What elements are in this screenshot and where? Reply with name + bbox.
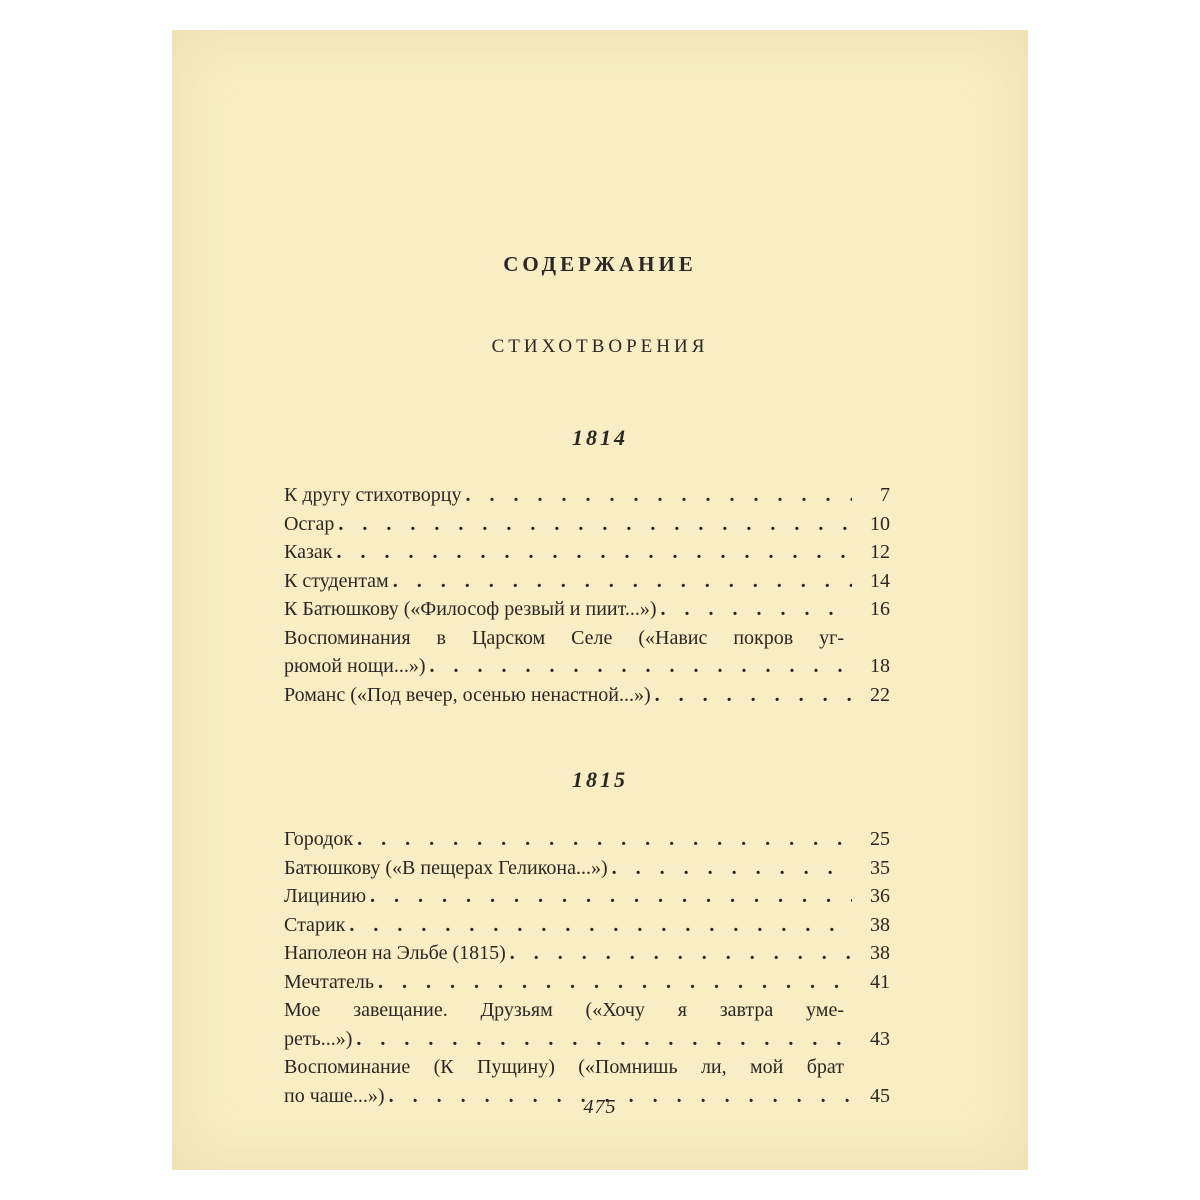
dot-leader bbox=[356, 1025, 852, 1054]
toc-entry-title-line1: Мое завещание. Друзьям («Хочу я завтра уме- bbox=[284, 999, 844, 1021]
contents-heading: СОДЕРЖАНИЕ bbox=[503, 252, 697, 276]
toc-entry-title-line1: Воспоминание (К Пущину) («Помнишь ли, мой брат bbox=[284, 1056, 844, 1078]
toc-entry-title: Лицинию bbox=[284, 885, 367, 907]
toc-entry-page: 41 bbox=[870, 970, 890, 993]
year-heading-1814: 1814 bbox=[572, 425, 628, 450]
toc-entry-page: 43 bbox=[870, 1027, 890, 1050]
toc-entry-title: К Батюшкову («Философ резвый и пиит...») bbox=[284, 598, 657, 620]
toc-entry-title: Батюшкову («В пещерах Геликона...») bbox=[284, 856, 608, 879]
toc-entry-title-line1: Воспоминания в Царском Селе («Навис покров уг- bbox=[284, 626, 844, 649]
toc-entry-multiline bbox=[284, 996, 890, 1053]
toc-entry-title: Осгар bbox=[284, 512, 335, 535]
toc-entry-page: 25 bbox=[870, 828, 890, 850]
toc-entry bbox=[284, 567, 890, 596]
poems-subheading: СТИХОТВОРЕНИЯ bbox=[491, 336, 709, 357]
toc-entry-title: Городок bbox=[284, 828, 354, 850]
book-page bbox=[172, 30, 1028, 1170]
toc-entry-title: Старик bbox=[284, 913, 346, 936]
toc-entry-title-line2: реть...») bbox=[284, 1027, 353, 1050]
toc-entry bbox=[284, 538, 890, 567]
toc-entry bbox=[284, 882, 890, 911]
dot-leader bbox=[612, 854, 852, 883]
toc-entry-page: 12 bbox=[870, 541, 890, 563]
dot-leader bbox=[430, 652, 852, 681]
toc-entry bbox=[284, 681, 890, 710]
toc-entry bbox=[284, 481, 890, 510]
dot-leader bbox=[393, 567, 852, 596]
toc-entry bbox=[284, 968, 890, 997]
toc-entry-page: 38 bbox=[870, 942, 890, 964]
toc-entry-page: 45 bbox=[870, 1084, 890, 1107]
toc-entry bbox=[284, 854, 890, 883]
toc-entry-page: 38 bbox=[870, 913, 890, 936]
dot-leader bbox=[661, 595, 852, 624]
dot-leader bbox=[510, 939, 852, 968]
toc-section-1815 bbox=[284, 825, 890, 1110]
dot-leader bbox=[349, 911, 852, 940]
page-number: 475 bbox=[583, 1096, 617, 1118]
dot-leader bbox=[338, 510, 852, 539]
dot-leader bbox=[336, 538, 852, 567]
toc-entry bbox=[284, 911, 890, 940]
dot-leader bbox=[655, 681, 852, 710]
toc-entry-title: Романс («Под вечер, осенью ненастной...») bbox=[284, 683, 651, 706]
toc-entry-page: 7 bbox=[880, 484, 890, 506]
toc-entry-title: К другу стихотворцу bbox=[284, 484, 462, 506]
toc-entry-page: 14 bbox=[870, 569, 890, 592]
toc-entry-page: 22 bbox=[870, 683, 890, 706]
toc-entry-title-line2: по чаше...») bbox=[284, 1084, 385, 1107]
toc-section-1814 bbox=[284, 481, 890, 709]
toc-entry-title: Наполеон на Эльбе (1815) bbox=[284, 942, 506, 964]
toc-entry-title-line2: рюмой нощи...») bbox=[284, 655, 426, 677]
toc-entry-page: 18 bbox=[870, 655, 890, 677]
toc-entry-title: К студентам bbox=[284, 569, 389, 592]
toc-entry bbox=[284, 825, 890, 854]
toc-entry-title: Казак bbox=[284, 541, 333, 563]
toc-entry-page: 16 bbox=[870, 598, 890, 620]
year-heading-1815: 1815 bbox=[572, 767, 628, 792]
dot-leader bbox=[370, 882, 852, 911]
toc-entry-title: Мечтатель bbox=[284, 970, 375, 993]
toc-entry-page: 35 bbox=[870, 856, 890, 879]
toc-entry-continuation bbox=[284, 1025, 890, 1054]
toc-entry-continuation bbox=[284, 652, 890, 681]
toc-entry bbox=[284, 595, 890, 624]
toc-entry bbox=[284, 939, 890, 968]
dot-leader bbox=[378, 968, 852, 997]
toc-entry bbox=[284, 510, 890, 539]
dot-leader bbox=[466, 481, 853, 510]
toc-entry-page: 36 bbox=[870, 885, 890, 907]
dot-leader bbox=[357, 825, 852, 854]
toc-entry-page: 10 bbox=[870, 512, 890, 535]
toc-entry-multiline bbox=[284, 624, 890, 681]
